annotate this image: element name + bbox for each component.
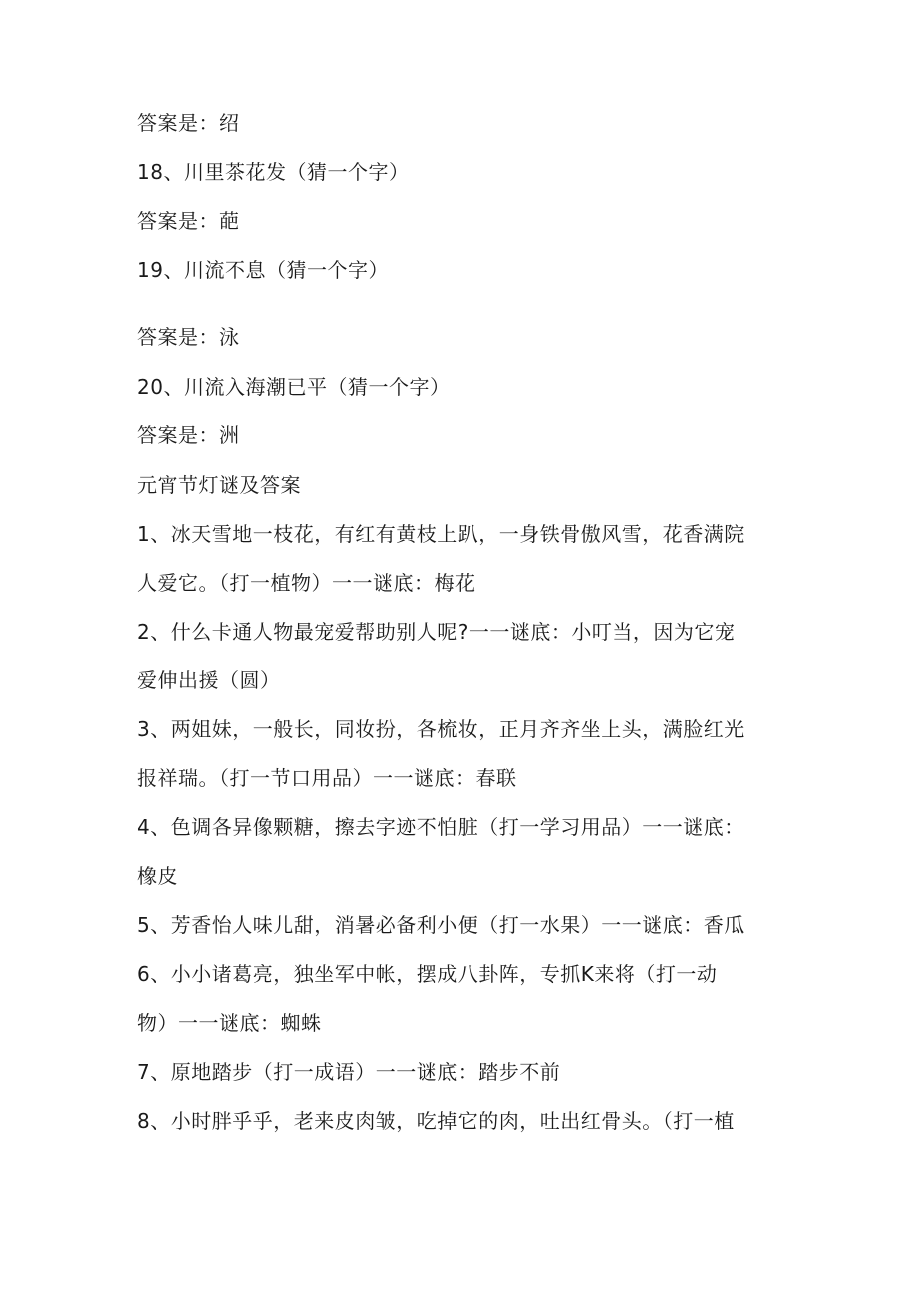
- text-line: 爱伸出援（圆）: [137, 668, 281, 692]
- text-line: 2、什么卡通人物最宠爱帮助别人呢?一一谜底：小叮当，因为它宠: [137, 620, 736, 644]
- text-line: 答案是：洲: [137, 423, 240, 447]
- text-line: 1、冰天雪地一枝花，有红有黄枝上趴，一身铁骨傲风雪，花香满院: [137, 522, 745, 546]
- text-line: 6、小小诸葛亮，独坐军中帐，摆成八卦阵，专抓K来将（打一动: [137, 962, 718, 986]
- text-line: 4、色调各异像颗糖，擦去字迹不怕脏（打一学习用品）一一谜底：: [137, 815, 745, 839]
- text-line: 3、两姐妹，一般长，同妆扮，各梳妆，正月齐齐坐上头，满脸红光: [137, 717, 745, 741]
- text-line: 报祥瑞。（打一节口用品）一一谜底：春联: [137, 766, 517, 790]
- text-line: 橡皮: [137, 864, 178, 888]
- text-line: 18、川里茶花发（猜一个字）: [137, 160, 410, 184]
- text-line: 5、芳香怡人味儿甜，消暑必备利小便（打一水果）一一谜底：香瓜: [137, 913, 745, 937]
- text-line: 答案是：葩: [137, 209, 240, 233]
- section-heading: 元宵节灯谜及答案: [137, 473, 301, 497]
- text-line: 19、川流不息（猜一个字）: [137, 258, 389, 282]
- text-line: 答案是：泳: [137, 325, 240, 349]
- text-line: 答案是：绍: [137, 111, 240, 135]
- text-line: 物）一一谜底：蜘蛛: [137, 1011, 322, 1035]
- text-line: 20、川流入海潮已平（猜一个字）: [137, 375, 451, 399]
- text-line: 人爱它。（打一植物）一一谜底：梅花: [137, 571, 476, 595]
- text-line: 7、原地踏步（打一成语）一一谜底：踏步不前: [137, 1060, 561, 1084]
- text-line: 8、小时胖乎乎，老来皮肉皱，吃掉它的肉，吐出红骨头。（打一植: [137, 1109, 735, 1133]
